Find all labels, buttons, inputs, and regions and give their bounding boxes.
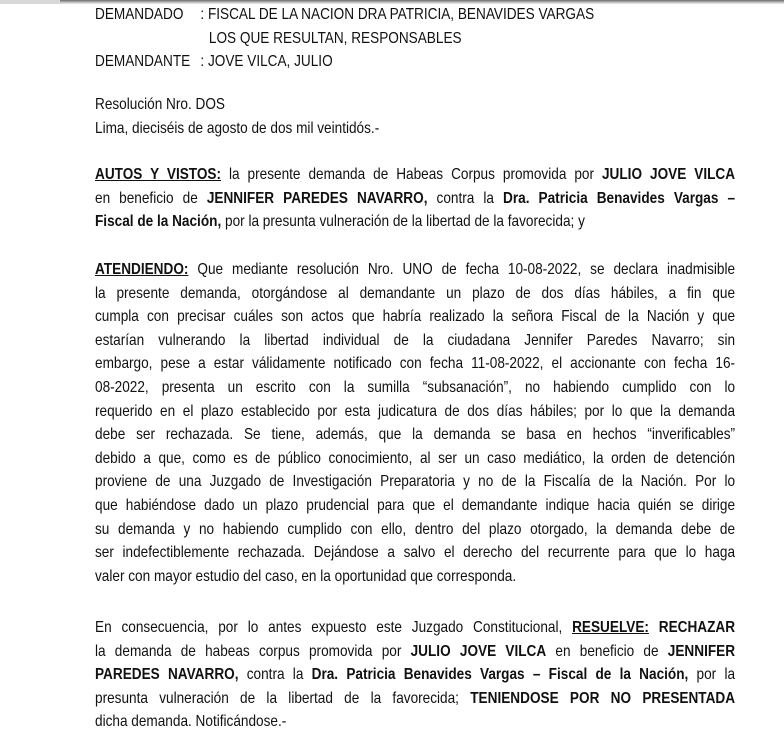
text-line: dicha demanda. Notificándose.- — [95, 713, 287, 731]
demandado-line — [95, 3, 735, 27]
demandado-label: DEMANDADO — [95, 6, 184, 23]
bold-text: Dra. Patricia Benavides Vargas – Fiscal de la Nación, — [311, 666, 689, 684]
text-line: requerido en el plazo establecido por esta judicatura de dos días hábiles; por lo que la demanda — [95, 402, 736, 420]
demandante-label: DEMANDANTE — [95, 53, 191, 71]
text: en beneficio de — [95, 189, 207, 207]
text-line — [95, 640, 735, 664]
text: en beneficio de — [546, 642, 668, 660]
text-line: cumpla con precisar cuáles son actos que habría realizado la señora Fiscal de la Nación y que — [95, 308, 736, 326]
text: contra la — [427, 189, 504, 207]
text-line: debido a que, como es de público conocimiento, al ser un caso mediático, la orden de detención — [95, 449, 736, 467]
bold-text: RECHAZAR — [648, 619, 736, 636]
section-heading: RESUELVE: — [572, 619, 649, 636]
case-header — [95, 3, 735, 74]
bold-text: Dra. Patricia Benavides Vargas – — [503, 189, 736, 207]
text: presunta vulneración de la libertad de la favorecida; — [95, 689, 471, 707]
bold-text: JENNIFER PAREDES NAVARRO, — [206, 189, 428, 207]
demandado-value: : FISCAL DE LA NACION DRA PATRICIA, BENAVIDES VARGAS — [200, 6, 595, 23]
demandante-line — [95, 50, 735, 74]
text: la presente demanda de Habeas Corpus promovida por — [221, 166, 602, 183]
atendiendo-paragraph — [95, 258, 735, 588]
text-line: que habiéndose dado un plazo prudencial para que el demandante indique hacia quién se dirige — [95, 496, 736, 514]
text-line: proviene de una Juzgado de Investigación Preparatoria y no de la Fiscalía de la Nación. Por lo — [95, 473, 736, 491]
text-line — [95, 210, 735, 234]
text-line: ser indefectiblemente rechazada. Dejándose a salvo el derecho del recurrente para que lo haga — [95, 544, 736, 562]
resolution-date: Lima, dieciséis de agosto de dos mil veintidós.- — [95, 119, 380, 137]
section-heading: AUTOS Y VISTOS: — [95, 166, 222, 183]
text-line — [95, 258, 735, 282]
text-line: la presente demanda, otorgándose al demandante un plazo de dos días hábiles, a fin que — [95, 284, 736, 302]
text-line — [95, 663, 735, 687]
resolution-block — [95, 93, 735, 140]
text-line: su demanda y no habiendo cumplido con ello, dentro del plazo otorgado, la demanda debe de — [95, 520, 736, 538]
bold-text: Fiscal de la Nación, — [95, 213, 222, 231]
text-line: debe ser rechazada. Se tiene, además, que la demanda se basa en hechos “inverificables” — [95, 426, 736, 444]
bold-text: JULIO JOVE VILCA — [601, 166, 736, 183]
text: contra la — [238, 666, 312, 684]
resuelve-paragraph — [95, 616, 735, 734]
resolution-number: Resolución Nro. DOS — [95, 96, 226, 113]
bold-text: JENNIFER — [667, 642, 736, 660]
bold-text: TENIENDOSE POR NO PRESENTADA — [470, 689, 736, 707]
text-line: estarían vulnerando la libertad individual de la ciudadana Jennifer Paredes Navarro; sin — [95, 331, 736, 349]
text: por la presunta vulneración de la libertad de la favorecida; y — [221, 213, 585, 231]
text: por la — [688, 666, 736, 684]
bold-text: PAREDES NAVARRO, — [95, 666, 239, 684]
text: En consecuencia, por lo antes expuesto este Juzgado Constitucional, — [95, 619, 573, 636]
text-line: valer con mayor estudio del caso, en la oportunidad que corresponda. — [95, 567, 517, 585]
text-line — [95, 616, 735, 640]
text: Que mediante resolución Nro. UNO de fecha 10-08-2022, se declara inadmisible — [188, 261, 736, 278]
text-line: 08-2022, presenta un escrito con la sumilla “subsanación”, no habiendo cumplido con lo — [95, 378, 736, 396]
window-top-tab — [0, 0, 60, 4]
text: la demanda de habeas corpus promovida por — [95, 642, 411, 660]
text-line — [95, 187, 735, 211]
bold-text: JULIO JOVE VILCA — [410, 642, 547, 660]
text-line — [95, 163, 735, 187]
demandado-value-2: LOS QUE RESULTAN, RESPONSABLES — [208, 29, 462, 47]
demandante-value: : JOVE VILCA, JULIO — [200, 53, 333, 71]
autos-y-vistos-paragraph — [95, 163, 735, 234]
text-line — [95, 687, 735, 711]
section-heading: ATENDIENDO: — [95, 261, 189, 278]
text-line: embargo, pese a estar válidamente notificado con fecha 11-08-2022, el accionante con fecha 16- — [95, 355, 736, 373]
